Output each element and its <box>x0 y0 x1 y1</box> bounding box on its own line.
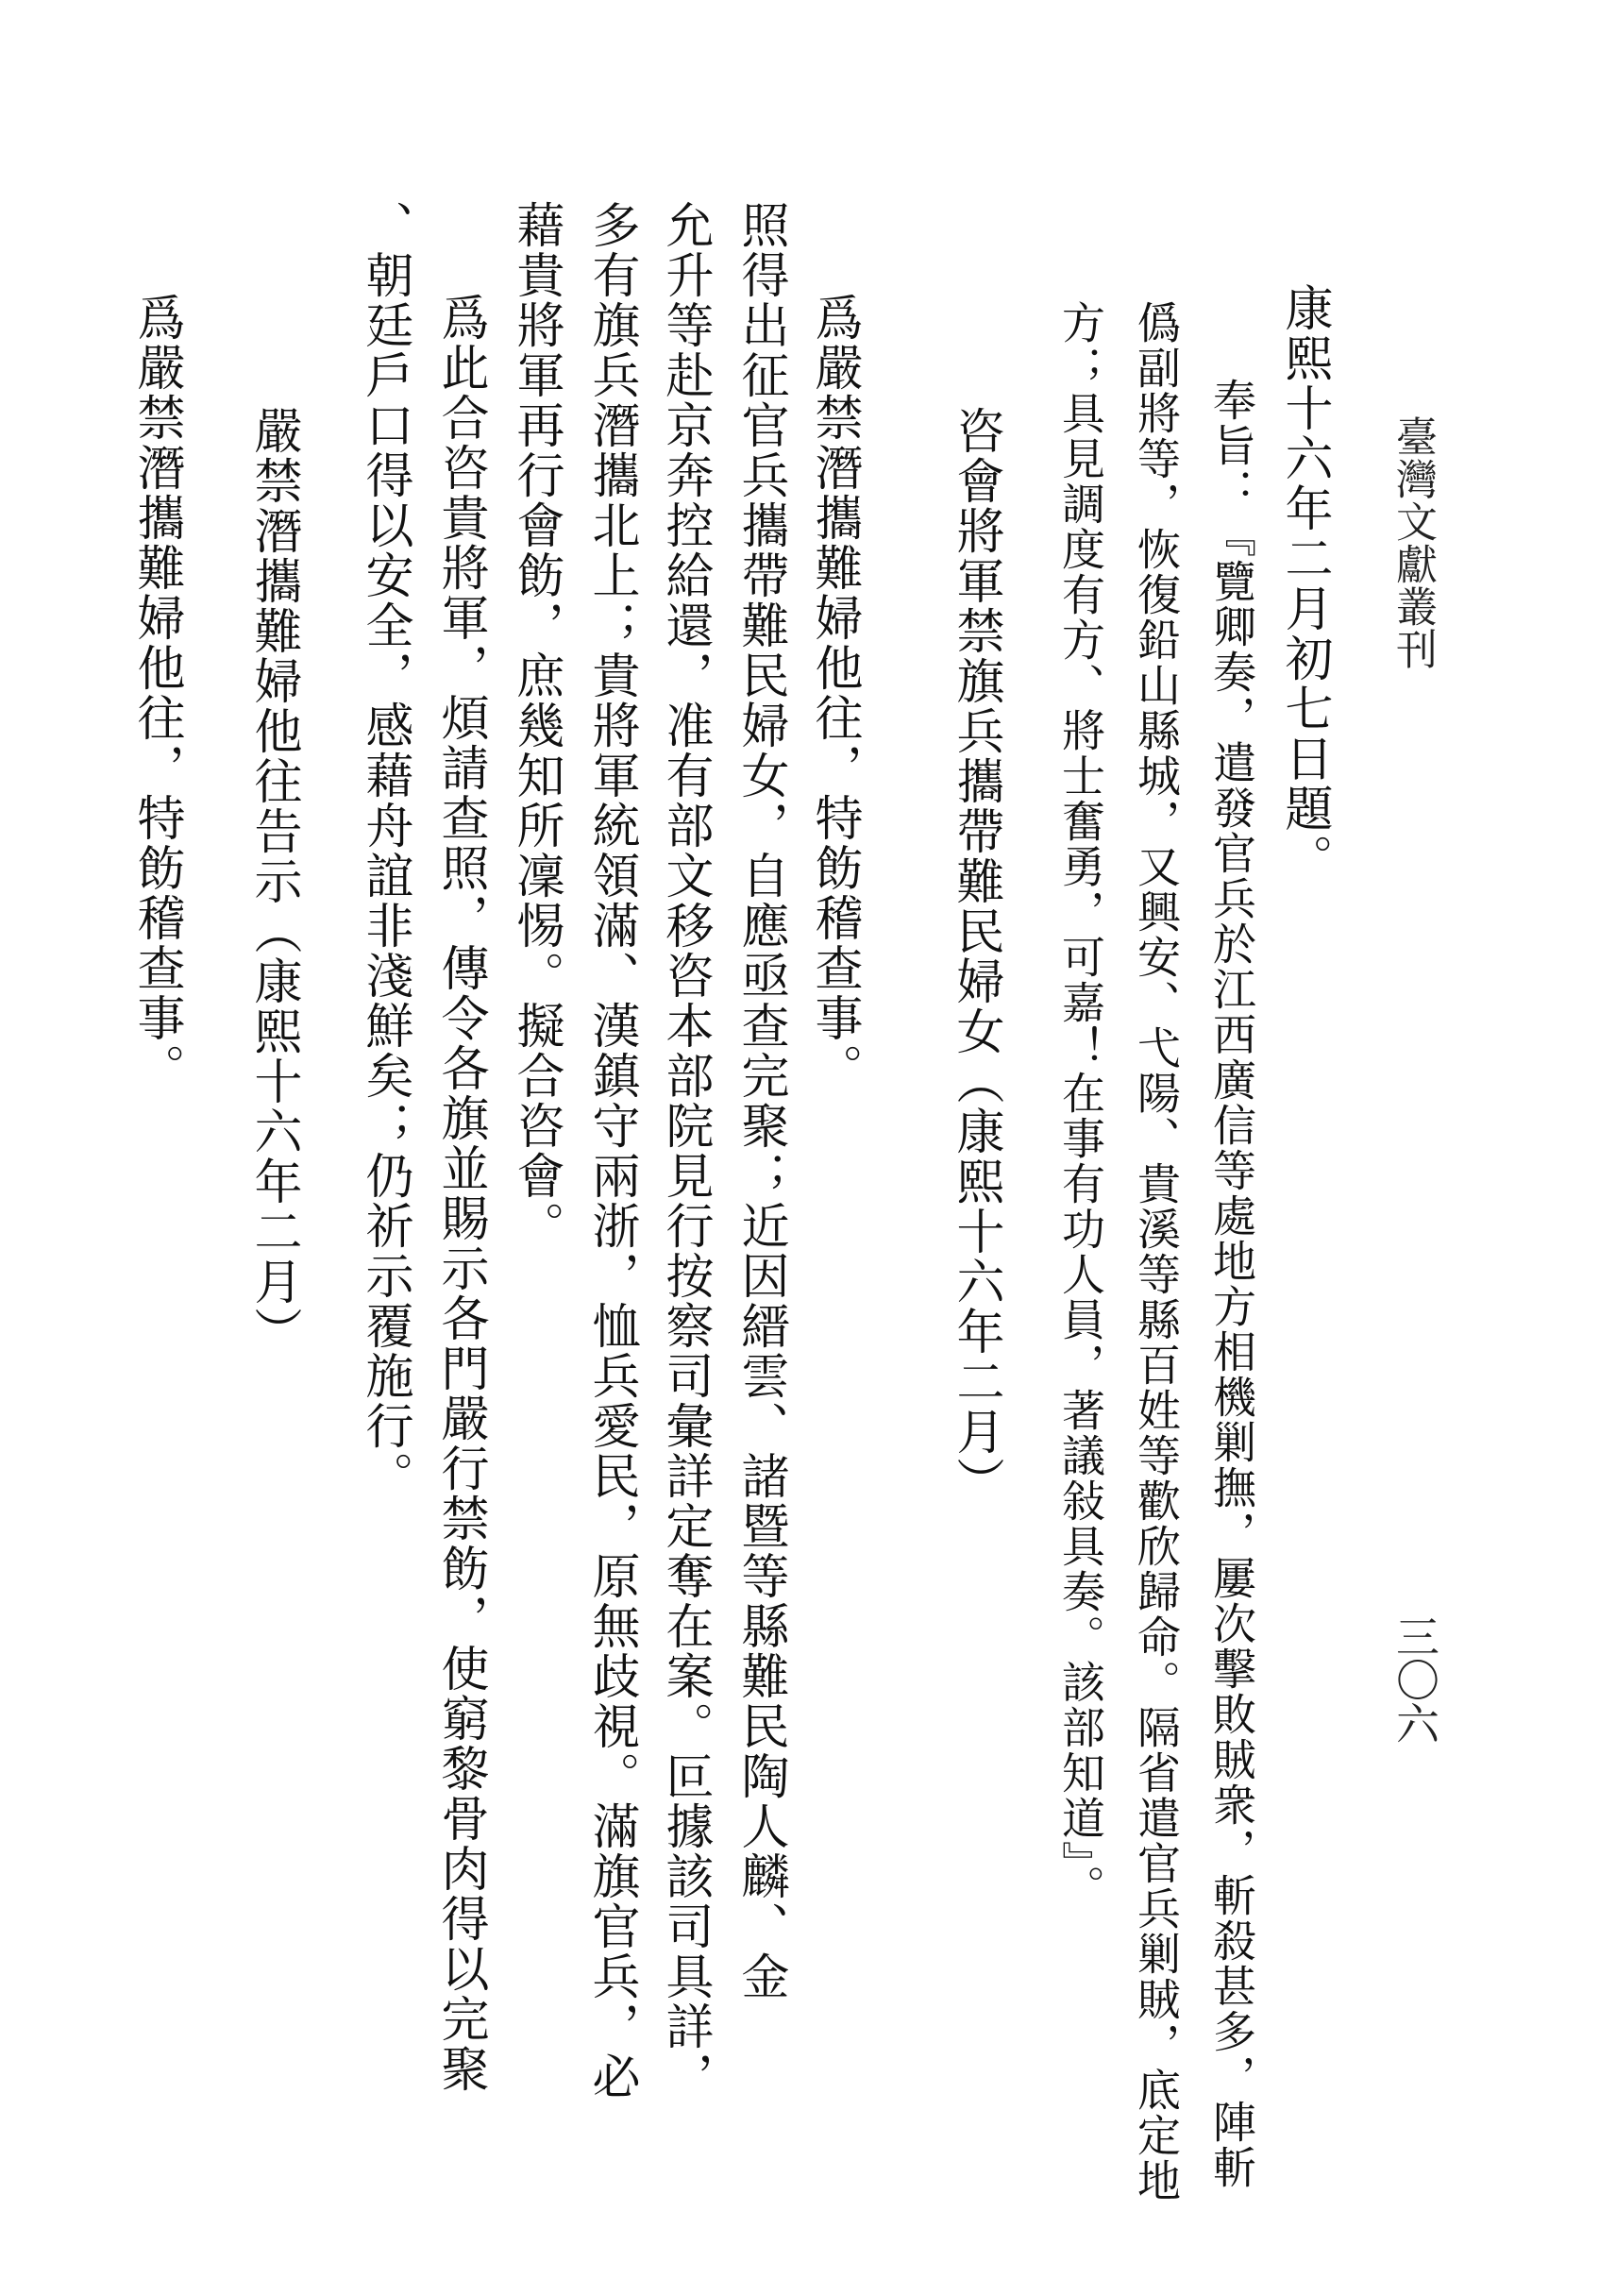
decree-line-3: 方；具見調度有方、將士奮勇，可嘉！在事有功人員，著議敍具奏。該部知道』。 <box>1055 300 1106 1910</box>
page-number: 三〇六 <box>1389 1614 1440 1745</box>
section1-title: 康熙十六年二月初七日題。 <box>1276 283 1332 884</box>
section2-line-3: 允升等赴京奔控給還，准有部文移咨本部院見行按察司彙詳定奪在案。叵據該司具詳， <box>657 200 713 2102</box>
section3-line-1: 爲嚴禁潛攜難婦他往，特飭稽查事。 <box>128 293 184 1093</box>
decree-line-1: 奉旨：『覽卿奏，遣發官兵於江西廣信等處地方相機剿撫，屢次擊敗賊衆，斬殺甚多，陣斬 <box>1206 378 1257 2190</box>
section2-line-7: 、朝廷戶口得以安全，感藉舟誼非淺鮮矣；仍祈示覆施行。 <box>357 200 412 1501</box>
section2-line-6: 爲此合咨貴將軍，煩請查照，傳令各旗並賜示各門嚴行禁飭，使窮黎骨肉得以完聚 <box>432 293 488 2094</box>
section3-title: 嚴禁潛攜難婦他往告示（康熙十六年二月） <box>245 406 301 1357</box>
book-title: 臺灣文獻叢刊 <box>1389 415 1437 670</box>
section2-title: 咨會將軍禁旗兵攜帶難民婦女（康熙十六年二月） <box>948 406 1003 1507</box>
section2-line-4: 多有旗兵潛攜北上；貴將軍統領滿、漢鎮守兩浙，恤兵愛民，原無歧視。滿旗官兵，必 <box>583 200 639 2102</box>
decree-line-2: 僞副將等，恢復鉛山縣城，又興安、弋陽、貴溪等縣百姓等歡欣歸命。隔省遣官兵剿賊，底定地 <box>1131 300 1182 2203</box>
section2-line-1: 爲嚴禁潛攜難婦他往，特飭稽查事。 <box>806 293 862 1093</box>
section2-line-5: 藉貴將軍再行會飭，庶幾知所凜惕。擬合咨會。 <box>508 200 564 1251</box>
section2-line-2: 照得出征官兵攜帶難民婦女，自應亟查完聚；近因縉雲、諸暨等縣難民陶人麟、金 <box>732 200 788 2001</box>
